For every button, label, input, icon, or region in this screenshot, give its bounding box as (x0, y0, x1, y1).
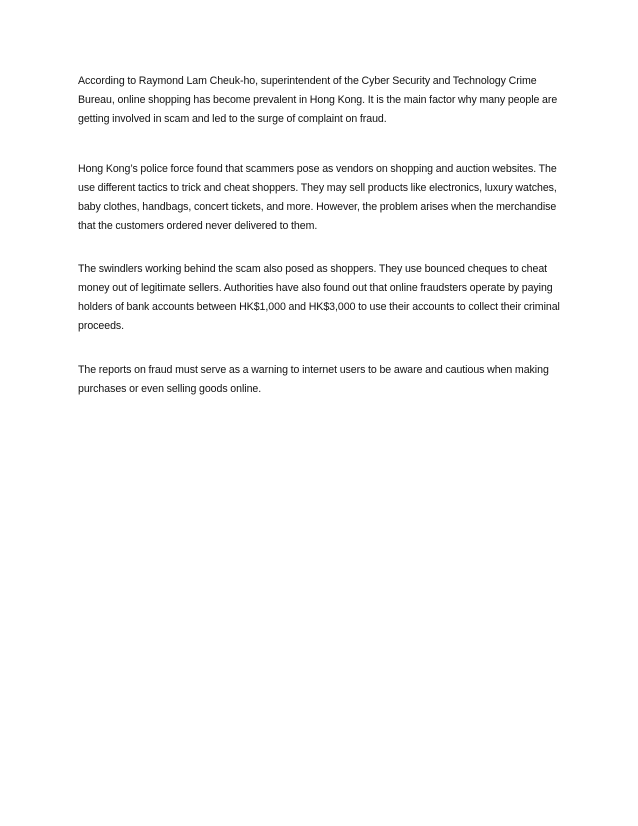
paragraph-3: The swindlers working behind the scam also posed as shoppers. They use bounced cheques to cheat money out of legitimate sellers. Authorities have also found out that online fraudsters operate by paying holders of bank accounts between HK$1,000 and HK$3,000 to use their accounts to collect their criminal proceeds. (78, 263, 560, 332)
paragraph-1: According to Raymond Lam Cheuk-ho, superintendent of the Cyber Security and Technology Crime Bureau, online shopping has become prevalent in Hong Kong. It is the main factor why many people are getting involved in scam and led to the surge of complaint on fraud. (78, 75, 558, 125)
paragraph-2: Hong Kong’s police force found that scammers pose as vendors on shopping and auction websites. The use different tactics to trick and cheat shoppers. They may sell products like electronics, luxury watches, baby clothes, handbags, concert tickets, and more. However, the problem arises when the merchandise that the customers ordered never delivered to them. (78, 163, 557, 232)
paragraph-4: The reports on fraud must serve as a warning to internet users to be aware and cautious when making purchases or even selling goods online. (78, 364, 549, 395)
